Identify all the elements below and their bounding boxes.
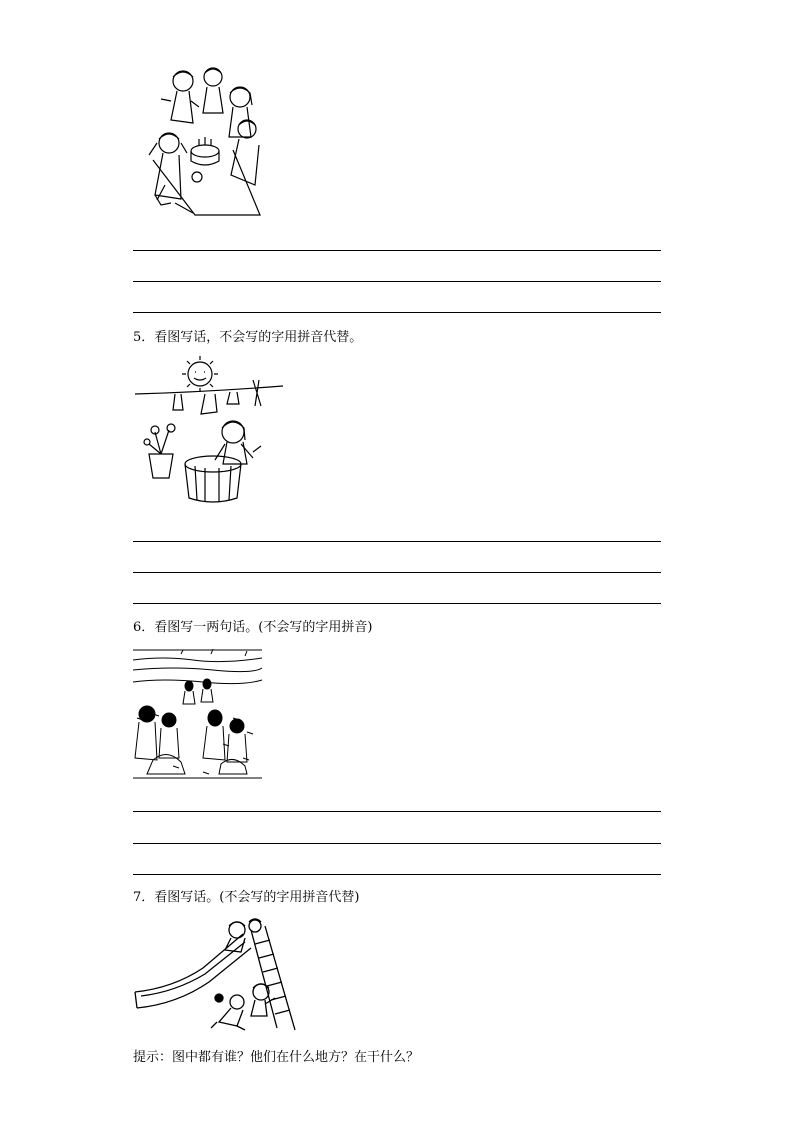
question-5 [133, 330, 362, 346]
playground-slide-illustration [133, 912, 298, 1034]
question-6 [133, 620, 372, 636]
laundry-illustration [135, 352, 285, 507]
question-number: 6． [133, 620, 155, 635]
beach-sandcastle-illustration [133, 648, 263, 780]
answer-line[interactable] [133, 541, 661, 542]
question-text: 看图写话，不会写的字用拼音代替。 [154, 330, 363, 345]
question-text: 看图写话。(不会写的字用拼音代替) [154, 890, 360, 905]
birthday-party-illustration [135, 65, 265, 220]
answer-line[interactable] [133, 250, 661, 251]
answer-line[interactable] [133, 572, 661, 573]
question-7 [133, 890, 359, 906]
question-text: 看图写一两句话。(不会写的字用拼音) [154, 620, 373, 635]
question-number: 7． [133, 890, 155, 905]
question-number: 5． [133, 330, 155, 345]
answer-line[interactable] [133, 312, 661, 313]
answer-line[interactable] [133, 874, 661, 875]
answer-line[interactable] [133, 843, 661, 844]
hint-text: 提示：图中都有谁？他们在什么地方？在干什么？ [133, 1050, 420, 1065]
answer-line[interactable] [133, 281, 661, 282]
answer-line[interactable] [133, 603, 661, 604]
answer-line[interactable] [133, 811, 661, 812]
